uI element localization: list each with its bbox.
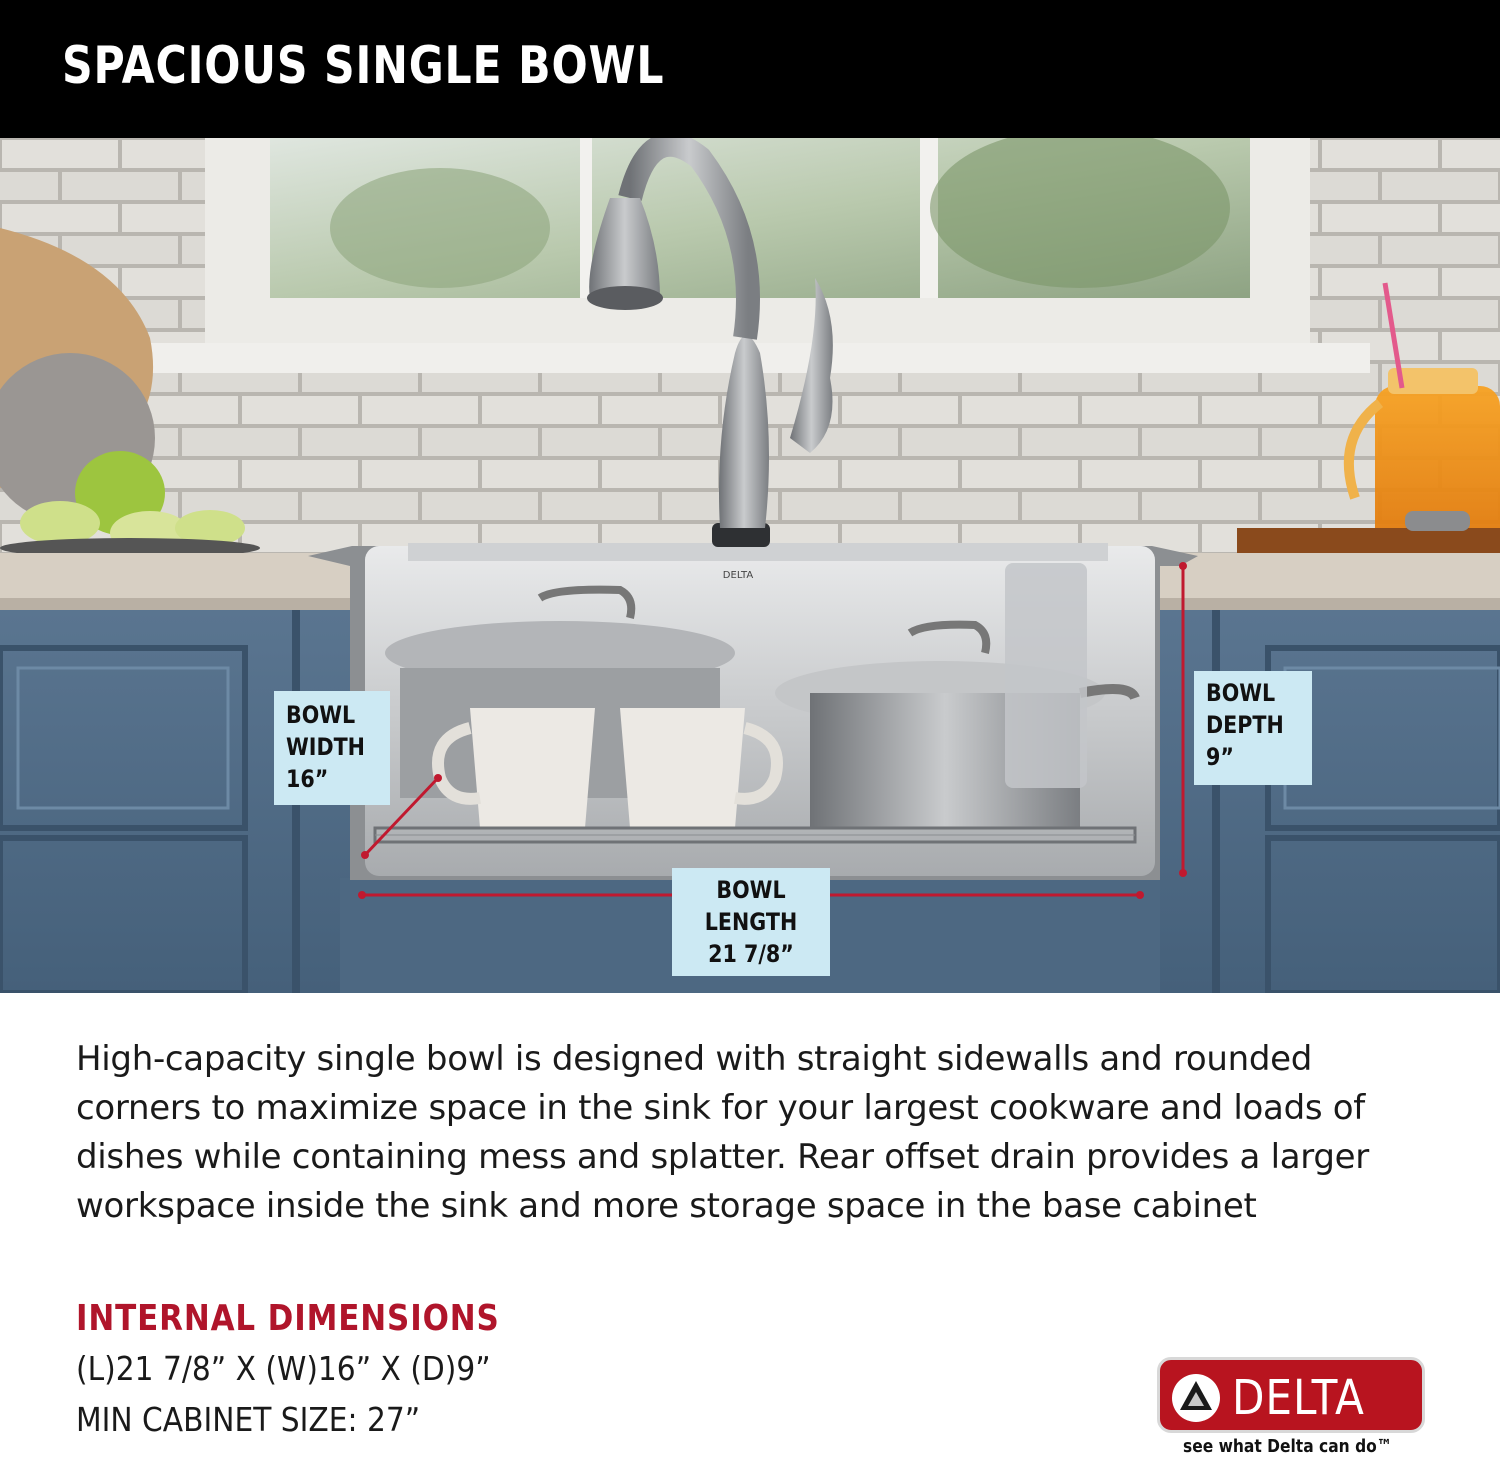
kitchen-sink-illustration [0, 138, 1500, 993]
internal-dimensions-heading: INTERNAL DIMENSIONS [76, 1298, 500, 1339]
bowl-width-text: BOWL WIDTH 16” [286, 701, 365, 793]
delta-logo [1157, 1357, 1425, 1433]
bowl-depth-label [1194, 671, 1312, 785]
product-description: High-capacity single bowl is designed with straight sidewalls and rounded corners to maximize space in the sink for your largest cookware and loads of dishes while containing mess and splatter. Rear offset drain provides a larger workspace inside the sink and more storage space in the base cabinet [76, 1039, 1369, 1226]
delta-triangle-icon [1170, 1372, 1222, 1424]
dimensions-line: (L)21 7/8” X (W)16” X (D)9” [76, 1349, 491, 1388]
page-title: SPACIOUS SINGLE BOWL [62, 36, 665, 96]
bowl-length-label [672, 868, 830, 976]
bowl-width-label [274, 691, 390, 805]
brand-tagline: see what Delta can do™ [1183, 1436, 1393, 1457]
bowl-length-text: BOWL LENGTH 21 7/8” [704, 876, 798, 968]
min-cabinet-size: MIN CABINET SIZE: 27” [76, 1400, 421, 1439]
bowl-depth-text: BOWL DEPTH 9” [1206, 679, 1284, 771]
sink-brand-mark: DELTA [722, 570, 754, 581]
header-bar [0, 0, 1500, 138]
product-photo [0, 138, 1500, 993]
logo-text: DELTA [1232, 1370, 1365, 1426]
